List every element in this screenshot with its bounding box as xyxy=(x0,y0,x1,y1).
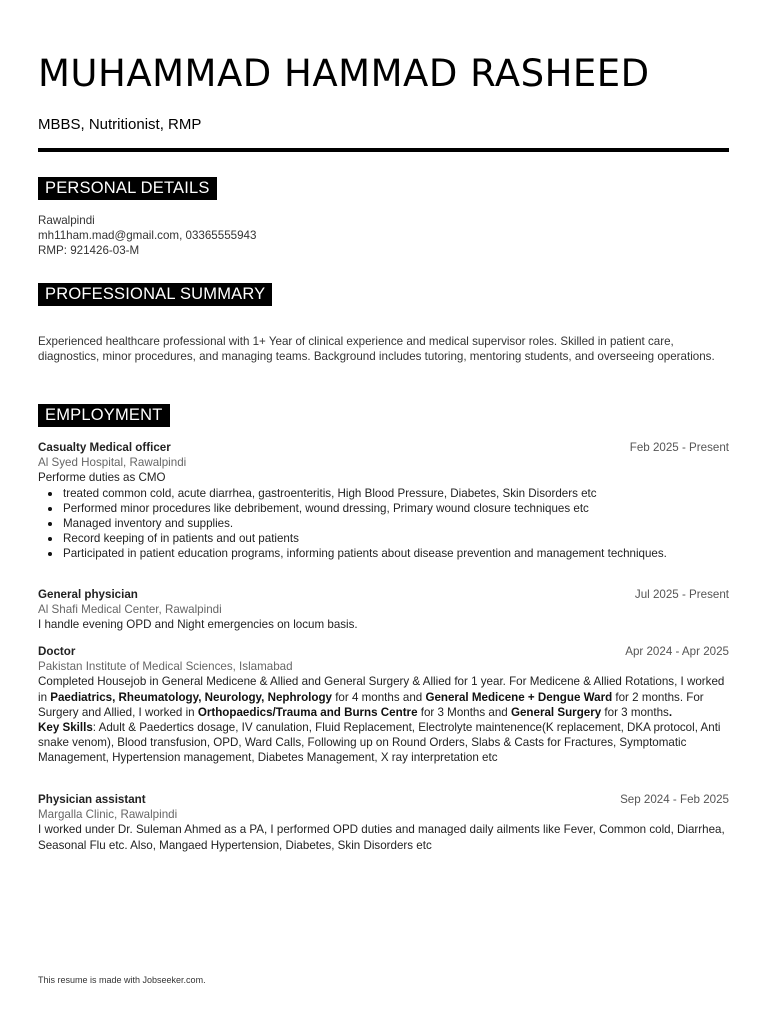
personal-details-block xyxy=(38,213,729,259)
job-description: Completed Housejob in General Medicene & Allied and General Surgery & Allied for 1 year. For Medicene & Allied Rotations, I worked in Paediatrics, Rheumatology, Neurology, Nephrology for 4 months and General Medicene + Dengue Ward for 2 months. For Surgery and Allied, I worked in Orthopaedics/Trauma and Burns Centre for 3 Months and General Surgery for 3 months. xyxy=(38,675,725,719)
job-entry xyxy=(38,440,729,562)
job-entry xyxy=(38,644,729,766)
list-item: Performed minor procedures like debribement, wound dressing, Primary wound closure techniques etc xyxy=(63,501,729,516)
list-item: Record keeping of in patients and out patients xyxy=(63,531,729,546)
job-organization: Al Syed Hospital, Rawalpindi xyxy=(38,456,187,470)
job-description: I handle evening OPD and Night emergencies on locum basis. xyxy=(38,618,358,632)
job-date: Jul 2025 - Present xyxy=(634,588,729,601)
personal-city: Rawalpindi xyxy=(38,214,95,227)
job-date: Apr 2024 - Apr 2025 xyxy=(625,645,729,658)
section-title-professional-summary: PROFESSIONAL SUMMARY xyxy=(38,283,272,306)
list-item: Participated in patient education programs, informing patients about disease prevention and management techniques. xyxy=(63,546,729,561)
personal-rmp: RMP: 921426-03-M xyxy=(38,244,140,258)
job-title: Physician assistant xyxy=(38,793,146,806)
job-header xyxy=(38,440,729,455)
job-title: Casualty Medical officer xyxy=(38,441,171,454)
job-organization: Al Shafi Medical Center, Rawalpindi xyxy=(38,603,222,617)
candidate-name: MUHAMMAD HAMMAD RASHEED xyxy=(38,52,650,95)
job-header xyxy=(38,644,729,659)
job-header xyxy=(38,792,729,807)
job-date: Sep 2024 - Feb 2025 xyxy=(620,793,729,806)
list-item: treated common cold, acute diarrhea, gastroenteritis, High Blood Pressure, Diabetes, Skin Disorders etc xyxy=(63,486,729,501)
job-intro: Performe duties as CMO xyxy=(38,471,166,485)
job-duties-list xyxy=(38,486,729,562)
candidate-credentials: MBBS, Nutritionist, RMP xyxy=(38,116,202,133)
footer-note: This resume is made with Jobseeker.com. xyxy=(38,975,206,985)
section-title-personal-details: PERSONAL DETAILS xyxy=(38,177,217,200)
summary-text: Experienced healthcare professional with 1+ Year of clinical experience and medical supervisor roles. Skilled in patient care, diagnostics, minor procedures, and managing teams. Background includes tutoring, mentoring students, and overseeing operations. xyxy=(38,335,715,364)
job-header xyxy=(38,587,729,602)
list-item: Managed inventory and supplies. xyxy=(63,516,729,531)
job-title: Doctor xyxy=(38,645,76,658)
job-entry xyxy=(38,587,729,633)
job-key-skills: Key Skills: Adult & Paedertics dosage, IV canulation, Fluid Replacement, Electrolyte maintenence(K replacement, DKA protocol, Anti snake venom), Blood transfusion, OPD, Ward Calls, Following up on Round Orders, Slabs & Casts for Fractures, Symptomatic Management, Hypertension management, Diabetes Management, X ray interpretation etc xyxy=(38,721,721,765)
job-title: General physician xyxy=(38,588,138,601)
job-date: Feb 2025 - Present xyxy=(629,441,729,454)
section-title-employment: EMPLOYMENT xyxy=(38,404,170,427)
job-organization: Pakistan Institute of Medical Sciences, Islamabad xyxy=(38,660,293,674)
job-organization: Margalla Clinic, Rawalpindi xyxy=(38,808,178,822)
job-description: I worked under Dr. Suleman Ahmed as a PA, I performed OPD duties and managed daily ailments like Fever, Common cold, Diarrhea, Seasonal Flu etc. Also, Mangaed Hypertension, Diabetes, Skin Disorders etc xyxy=(38,823,725,852)
personal-contact: mh11ham.mad@gmail.com, 03365555943 xyxy=(38,229,257,243)
job-entry xyxy=(38,792,729,853)
header-divider xyxy=(38,148,729,152)
